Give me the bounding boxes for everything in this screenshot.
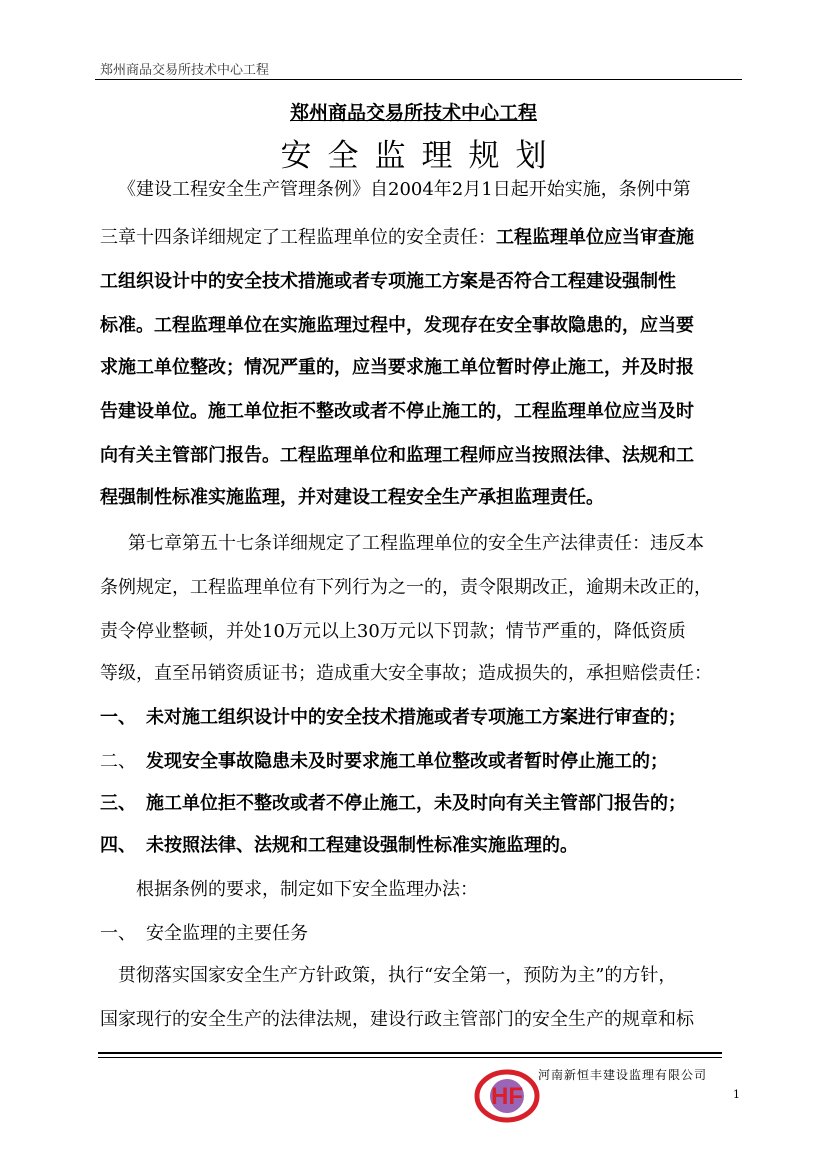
footer-rule — [98, 1052, 722, 1054]
company-name: 河南新恒丰建设监理有限公司 — [538, 1068, 708, 1082]
paragraph-line: 责令停业整顿，并处10万元以上30万元以下罚款；情节严重的，降低资质 — [100, 621, 686, 642]
list-text: 发现安全事故隐患未及时要求施工单位整改或者暂时停止施工的； — [146, 751, 668, 772]
list-text: 未按照法律、法规和工程建设强制性标准实施监理的。 — [146, 835, 578, 856]
list-item — [100, 706, 745, 730]
list-text: 施工单位拒不整改或者不停止施工，未及时向有关主管部门报告的； — [146, 793, 686, 814]
list-number: 四、 — [100, 835, 136, 856]
company-logo-icon — [472, 1066, 542, 1126]
logo-letters: HF — [491, 1083, 523, 1110]
paragraph-line: 国家现行的安全生产的法律法规，建设行政主管部门的安全生产的规章和标 — [100, 1009, 694, 1030]
paragraph-line: 条例规定，工程监理单位有下列行为之一的，责令限期改正，逾期未改正的， — [100, 577, 712, 598]
list-item — [100, 750, 745, 774]
list-item — [100, 792, 745, 816]
line-segment: 三章十四条详细规定了工程监理单位的安全责任： — [100, 227, 496, 248]
page-number: 1 — [733, 1088, 740, 1101]
list-number: 三、 — [100, 793, 136, 814]
section-number: 一、 — [100, 923, 136, 944]
paragraph-line: 标准。工程监理单位在实施监理过程中，发现存在安全事故隐患的，应当要 — [100, 315, 694, 336]
section-title: 安全监理的主要任务 — [146, 923, 308, 944]
document-title: 郑州商品交易所技术中心工程 — [289, 102, 537, 124]
paragraph-line: 第七章第五十七条详细规定了工程监理单位的安全生产法律责任：违反本 — [128, 533, 704, 554]
paragraph-line: 向有关主管部门报告。工程监理单位和监理工程师应当按照法律、法规和工 — [100, 445, 694, 466]
paragraph-line: 根据条例的要求，制定如下安全监理办法： — [136, 879, 478, 900]
header-rule — [95, 79, 742, 80]
bold-segment: 工程监理单位应当审查施 — [496, 227, 694, 248]
paragraph-line: 程强制性标准实施监理，并对建设工程安全生产承担监理责任。 — [100, 487, 604, 508]
list-number: 一、 — [100, 707, 136, 728]
list-item — [100, 834, 745, 858]
footer-rule — [98, 1057, 722, 1058]
list-number: 二、 — [100, 751, 136, 772]
paragraph-line: 《建设工程安全生产管理条例》自2004年2月1日起开始实施，条例中第 — [118, 179, 691, 200]
running-header: 郑州商品交易所技术中心工程 — [100, 63, 270, 78]
paragraph-line: 工组织设计中的安全技术措施或者专项施工方案是否符合工程建设强制性 — [100, 271, 676, 292]
section-heading — [100, 922, 745, 946]
document-heading: 安全监理规划 — [280, 138, 563, 174]
paragraph-line: 求施工单位整改；情况严重的，应当要求施工单位暂时停止施工，并及时报 — [100, 357, 694, 378]
paragraph-line: 贯彻落实国家安全生产方针政策，执行“安全第一，预防为主”的方针， — [118, 965, 677, 986]
paragraph-line — [100, 226, 745, 250]
list-text: 未对施工组织设计中的安全技术措施或者专项施工方案进行审查的； — [146, 707, 686, 728]
paragraph-line: 告建设单位。施工单位拒不整改或者不停止施工的，工程监理单位应当及时 — [100, 401, 694, 422]
paragraph-line: 等级，直至吊销资质证书；造成重大安全事故；造成损失的，承担赔偿责任： — [100, 663, 712, 684]
